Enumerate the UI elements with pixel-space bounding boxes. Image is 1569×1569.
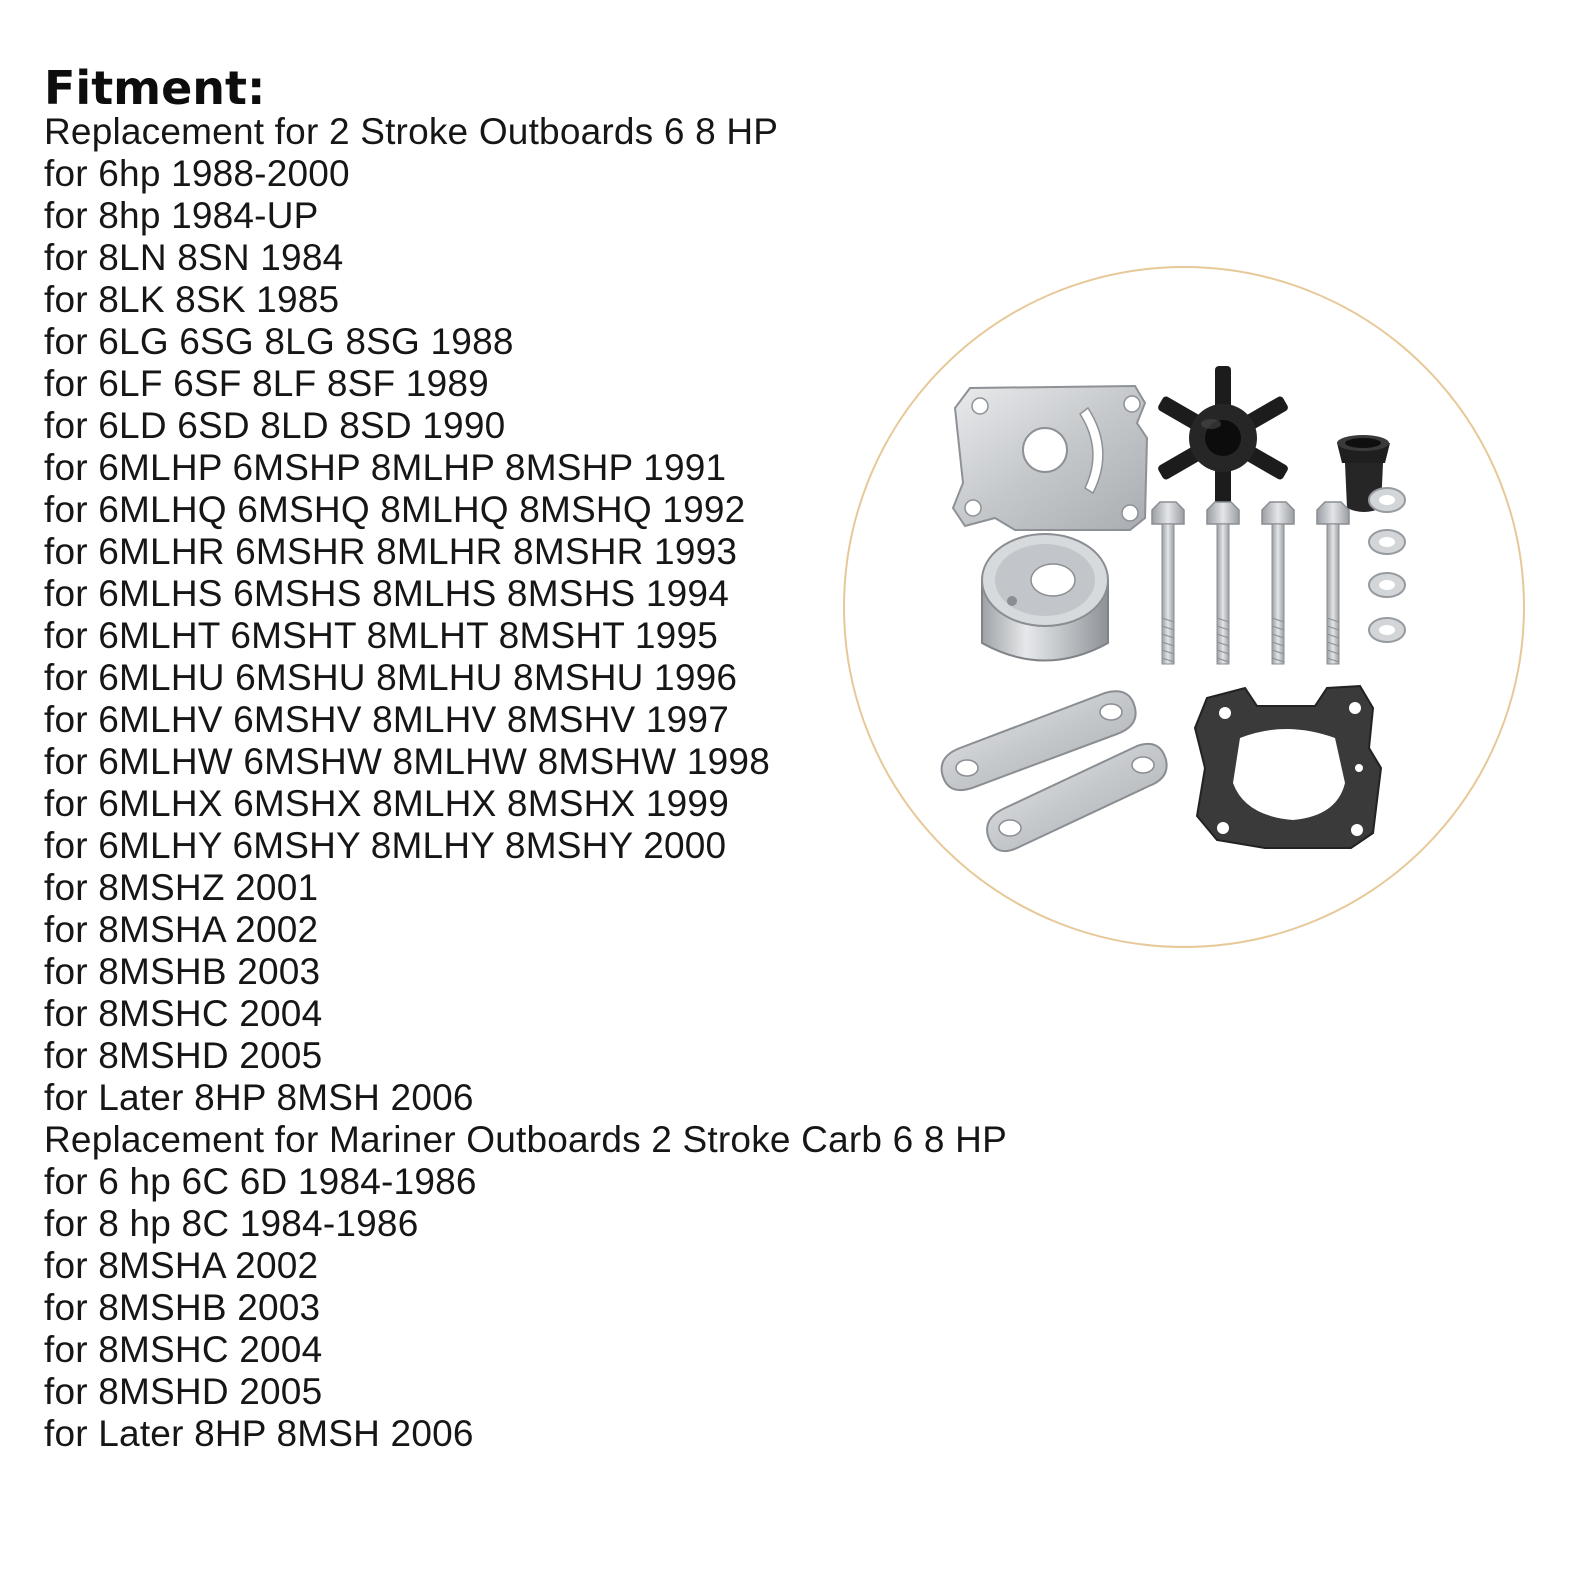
list-item: for 6MLHS 6MSHS 8MLHS 8MSHS 1994: [44, 573, 729, 614]
list-item: for 6MLHR 6MSHR 8MLHR 8MSHR 1993: [44, 531, 738, 572]
list-item: for 8LN 8SN 1984: [44, 237, 344, 278]
product-image: [843, 266, 1525, 948]
list-item: for 8MSHA 2002: [44, 909, 319, 950]
list-item: for 6MLHP 6MSHP 8MLHP 8MSHP 1991: [44, 447, 727, 488]
list-item: for 8MSHC 2004: [44, 993, 323, 1034]
list-item: for 6MLHT 6MSHT 8MLHT 8MSHT 1995: [44, 615, 719, 656]
list-item: for 6hp 1988-2000: [44, 153, 350, 194]
list-item: for 8LK 8SK 1985: [44, 279, 340, 320]
list-item: for 6 hp 6C 6D 1984-1986: [44, 1161, 477, 1202]
gasket-icon: [1195, 686, 1381, 848]
water-pump-kit-illustration: [845, 268, 1525, 948]
list-item: for 6MLHV 6MSHV 8MLHV 8MSHV 1997: [44, 699, 729, 740]
list-item: for 8MSHA 2002: [44, 1245, 319, 1286]
list-item: for 6LF 6SF 8LF 8SF 1989: [44, 363, 489, 404]
list-item: for 6LG 6SG 8LG 8SG 1988: [44, 321, 514, 362]
strap-plate-icon: [942, 691, 1167, 851]
list-item: for 8MSHZ 2001: [44, 867, 319, 908]
plate-icon: [953, 386, 1147, 530]
impeller-icon: [1157, 366, 1290, 510]
list-item: for Later 8HP 8MSH 2006: [44, 1077, 474, 1118]
list-item: for 8 hp 8C 1984-1986: [44, 1203, 419, 1244]
list-item: for 6MLHW 6MSHW 8MLHW 8MSHW 1998: [44, 741, 770, 782]
list-item: for 8MSHD 2005: [44, 1035, 323, 1076]
list-item: Replacement for 2 Stroke Outboards 6 8 HP: [44, 111, 779, 152]
list-item: for Later 8HP 8MSH 2006: [44, 1413, 474, 1454]
list-item: for 8MSHB 2003: [44, 951, 321, 992]
list-item: for 6MLHY 6MSHY 8MLHY 8MSHY 2000: [44, 825, 727, 866]
washer-icon: [1369, 488, 1405, 642]
list-item: for 8MSHB 2003: [44, 1287, 321, 1328]
list-item: Replacement for Mariner Outboards 2 Stroke Carb 6 8 HP: [44, 1119, 1007, 1160]
fitment-heading: Fitment:: [44, 61, 266, 115]
list-item: for 8hp 1984-UP: [44, 195, 319, 236]
list-item: for 6MLHU 6MSHU 8MLHU 8MSHU 1996: [44, 657, 738, 698]
list-item: for 6MLHQ 6MSHQ 8MLHQ 8MSHQ 1992: [44, 489, 746, 530]
pump-cup-icon: [982, 534, 1108, 661]
bolt-icon: [1152, 502, 1349, 664]
list-item: for 6LD 6SD 8LD 8SD 1990: [44, 405, 506, 446]
list-item: for 6MLHX 6MSHX 8MLHX 8MSHX 1999: [44, 783, 729, 824]
list-item: for 8MSHD 2005: [44, 1371, 323, 1412]
list-item: for 8MSHC 2004: [44, 1329, 323, 1370]
